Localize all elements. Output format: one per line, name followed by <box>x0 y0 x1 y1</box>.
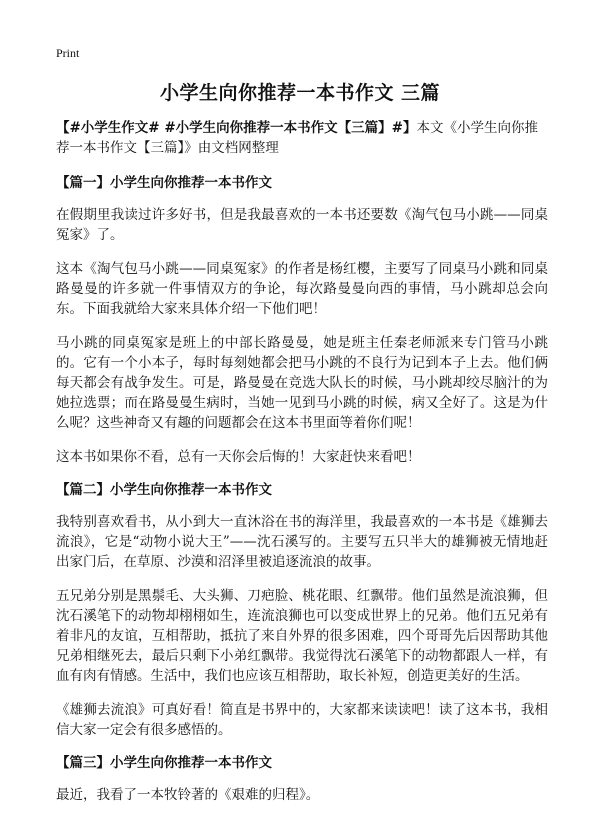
intro-tags: 【#小学生作文# #小学生向你推荐一本书作文【三篇】#】 <box>56 120 417 136</box>
paragraph: 《雄狮去流浪》可真好看！简直是书界中的，大家都来读读吧！读了这本书，我相信大家一定会有很多感悟的。 <box>56 702 548 738</box>
section-2 <box>56 481 548 740</box>
section-heading: 【篇三】小学生向你推荐一本书作文 <box>56 755 272 771</box>
paragraph: 这本书如果你不看，总有一天你会后悔的！大家赶快来看吧！ <box>56 449 421 465</box>
paragraph: 在假期里我读过许多好书，但是我最喜欢的一本书还要数《淘气包马小跳——同桌冤家》了。 <box>56 207 548 243</box>
section-1 <box>56 174 548 467</box>
section-heading: 【篇一】小学生向你推荐一本书作文 <box>56 175 272 191</box>
paragraph: 马小跳的同桌冤家是班上的中部长路曼曼，她是班主任秦老师派来专门管马小跳的。它有一个小本子，每时每刻她都会把马小跳的不良行为记到本子上去。他们俩每天都会有战争发生。可是，路曼曼在竞选大队长的时候，马小跳却绞尽脑汁的为她拉选票；而在路曼曼生病时，当她一见到马小跳的时候，病又全好了。这是为什么呢？这些神奇又有趣的问题都会在这本书里面等着你们呢！ <box>56 335 548 431</box>
article-body <box>56 118 548 819</box>
intro-paragraph <box>56 118 548 158</box>
page-title: 小学生向你推荐一本书作文 三篇 <box>159 82 441 104</box>
paragraph: 我特别喜欢看书，从小到大一直沐浴在书的海洋里，我最喜欢的一本书是《雄狮去流浪》，它是“动物小说大王”——沈石溪写的。主要写五只半大的雄狮被无情地赶出家门后，在草原、沙漠和沼泽里被追逐流浪的故事。 <box>56 514 548 570</box>
section-3 <box>56 754 548 805</box>
intro-text: 本文《小学生向你推荐一本书作文【三篇】》由文档网整理 <box>56 120 538 156</box>
section-heading: 【篇二】小学生向你推荐一本书作文 <box>56 482 272 498</box>
print-link[interactable]: Print <box>56 46 80 60</box>
paragraph: 这本《淘气包马小跳——同桌冤家》的作者是杨红樱，主要写了同桌马小跳和同桌路曼曼的许多就一件事情双方的争论，每次路曼曼向西的事情，马小跳却总会向东。下面我就给大家来具体介绍一下他们吧！ <box>56 261 548 317</box>
paragraph: 五兄弟分别是黑鬃毛、大头狮、刀疤脸、桃花眼、红飘带。他们虽然是流浪狮，但沈石溪笔下的动物却栩栩如生，连流浪狮也可以变成世界上的兄弟。他们五兄弟有着非凡的友谊，互相帮助，抵抗了来自外界的很多困难，四个哥哥先后因帮助其他兄弟相继死去，最后只剩下小弟红飘带。我觉得沈石溪笔下的动物都跟人一样，有血有肉有情感。生活中，我们也应该互相帮助，取长补短，创造更美好的生活。 <box>56 588 548 684</box>
paragraph: 最近，我看了一本牧铃著的《艰难的归程》。 <box>56 787 320 803</box>
